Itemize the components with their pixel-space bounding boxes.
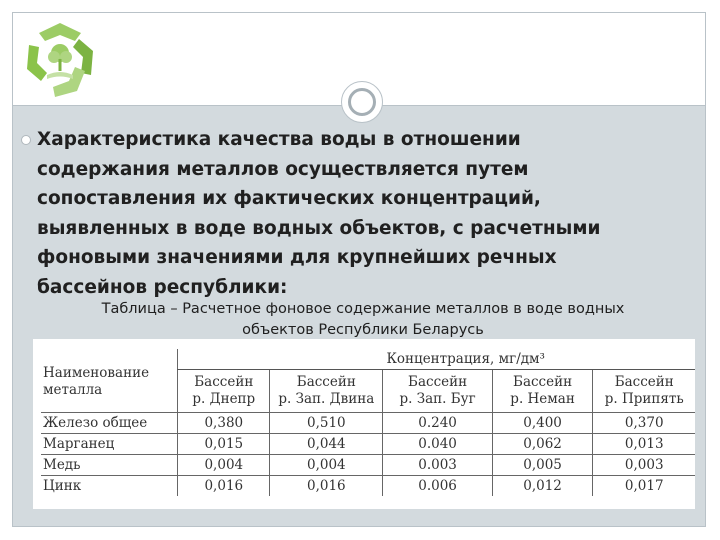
table-image [33,339,695,509]
value-cell: 0,015 [178,434,270,455]
metal-name-header: Наименование металла [43,365,150,398]
value-cell: 0.003 [383,455,492,476]
table-row [41,434,695,455]
basin-header: Бассейн р. Зап. Буг [383,370,492,413]
slide-frame [12,12,706,527]
bullet-dot-icon [21,135,31,145]
value-cell: 0,004 [270,455,383,476]
value-cell: 0,044 [270,434,383,455]
table-row [41,413,695,434]
divider-ring-icon [341,81,383,123]
table-row [41,476,695,497]
recycle-tree-logo-icon [19,19,101,101]
value-cell: 0,012 [492,476,593,497]
metal-name: Железо общее [41,413,178,434]
bullet-paragraph [37,125,657,302]
value-cell: 0,370 [593,413,695,434]
basin-header: Бассейн р. Припять [593,370,695,413]
value-cell: 0.006 [383,476,492,497]
table-row [41,455,695,476]
value-cell: 0,017 [593,476,695,497]
value-cell: 0,510 [270,413,383,434]
caption-line-2: объектов Республики Беларусь [242,322,484,338]
value-cell: 0,016 [270,476,383,497]
metals-table [41,349,695,496]
basin-header: Бассейн р. Днепр [178,370,270,413]
bullet-text: Характеристика качества воды в отношении содержания металлов осуществляется путем сопоставления их фактических концентраций, выявленных в воде водных объектов, с расчетными фоновыми значениями для крупнейших речных бассейнов республики: [37,129,601,298]
value-cell: 0,005 [492,455,593,476]
value-cell: 0,380 [178,413,270,434]
metal-name: Марганец [41,434,178,455]
value-cell: 0,013 [593,434,695,455]
value-cell: 0,003 [593,455,695,476]
metal-name: Медь [41,455,178,476]
value-cell: 0.240 [383,413,492,434]
value-cell: 0,062 [492,434,593,455]
value-cell: 0,400 [492,413,593,434]
metal-name: Цинк [41,476,178,497]
basin-header: Бассейн р. Зап. Двина [270,370,383,413]
concentration-header: Концентрация, мг/дм³ [178,349,695,370]
basin-header: Бассейн р. Неман [492,370,593,413]
caption-line-1: Таблица – Расчетное фоновое содержание металлов в воде водных [101,301,625,317]
value-cell: 0.040 [383,434,492,455]
value-cell: 0,016 [178,476,270,497]
table-caption [25,299,701,341]
value-cell: 0,004 [178,455,270,476]
